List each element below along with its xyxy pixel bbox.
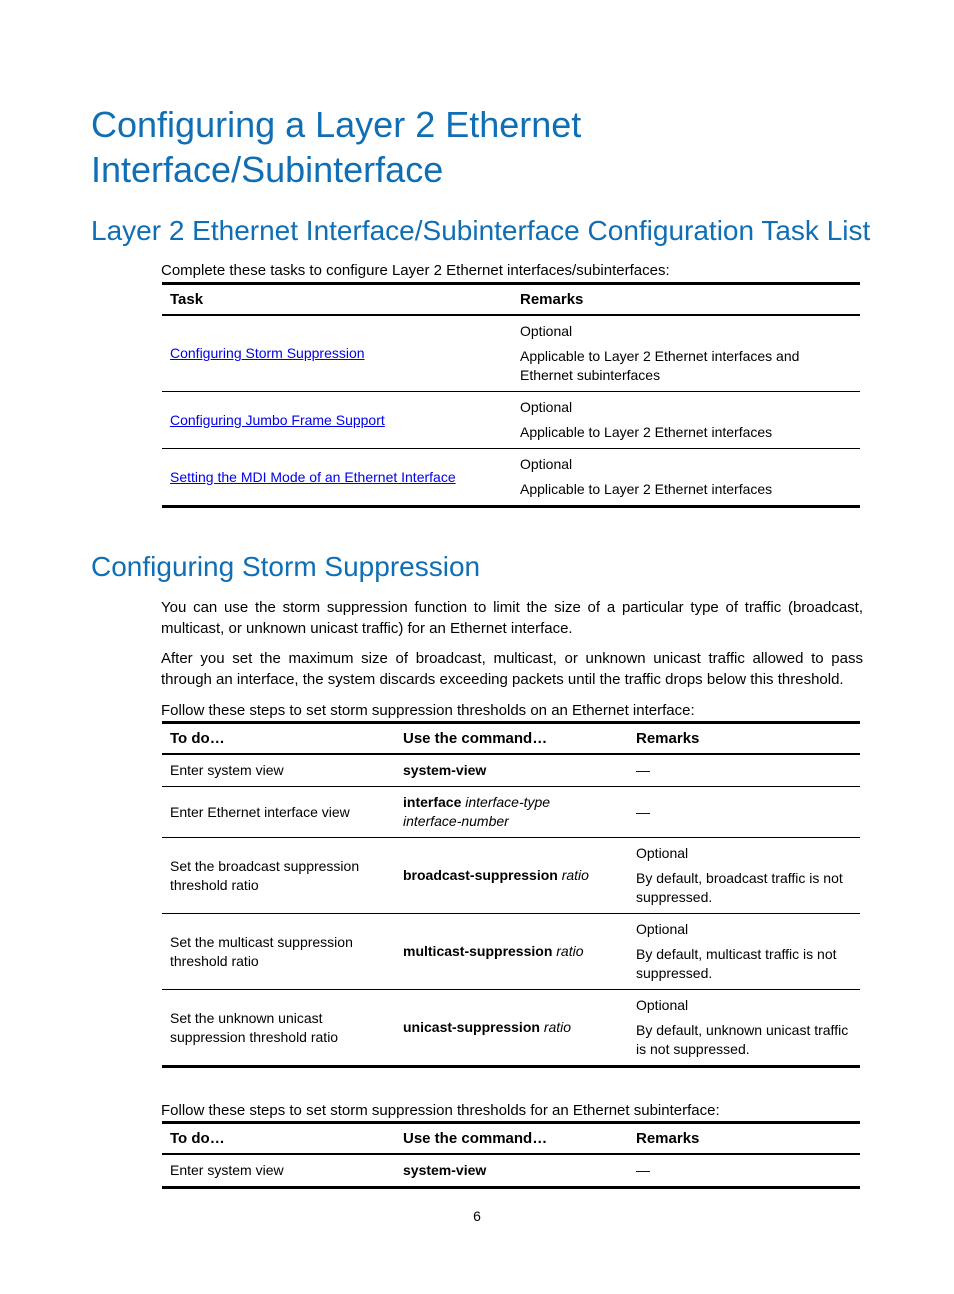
link-configuring-jumbo-frame-support[interactable]: Configuring Jumbo Frame Support [170,411,385,428]
page-number: 6 [473,1208,481,1224]
storm-para-3: Follow these steps to set storm suppression thresholds on an Ethernet interface: [161,702,695,719]
command-argument: interface-number [403,813,509,829]
table-row [162,315,860,392]
todo-cell: Set the unknown unicast suppression threshold ratio [162,990,395,1067]
remark-text: Optional [520,399,573,415]
remark-text: Optional [636,921,689,937]
remark-text: By default, unknown unicast traffic is not suppressed. [636,1022,849,1057]
storm-suppression-heading: Configuring Storm Suppression [91,551,481,582]
remark-text: — [628,754,860,787]
table-row [162,990,860,1067]
table-row [162,787,860,838]
table-row [162,838,860,914]
remark-text: Optional [636,845,689,861]
remark-text: Applicable to Layer 2 Ethernet interfaces [520,481,773,497]
remark-text: Optional [520,323,573,339]
command-keyword: broadcast-suppression [403,867,558,883]
command-keyword: system-view [403,1162,487,1178]
column-header-command: Use the command… [395,723,628,755]
command-argument: ratio [561,867,589,883]
storm-para-4: Follow these steps to set storm suppression thresholds for an Ethernet subinterface: [161,1102,720,1119]
table-row [162,392,860,449]
column-header-todo: To do… [162,723,395,755]
table-row [162,914,860,990]
todo-cell: Enter Ethernet interface view [162,787,395,838]
link-configuring-storm-suppression[interactable]: Configuring Storm Suppression [170,345,365,361]
table-row [162,754,860,787]
todo-cell: Enter system view [162,754,395,787]
command-keyword: system-view [403,762,487,778]
remark-text: — [628,1154,860,1188]
storm-para-2: After you set the maximum size of broadcast, multicast, or unknown unicast traffic allowed to pass through an interface, the system discards exceeding packets until the traffic drops below this threshold. [161,650,863,688]
remark-text: Applicable to Layer 2 Ethernet interfaces [520,424,773,440]
table-row [162,449,860,507]
subinterface-steps-table [162,1121,860,1189]
todo-cell: Enter system view [162,1154,395,1188]
command-keyword: interface [403,794,462,810]
remark-text: Applicable to Layer 2 Ethernet interfaces and Ethernet subinterfaces [520,348,800,383]
command-keyword: unicast-suppression [403,1019,540,1035]
task-list-heading: Layer 2 Ethernet Interface/Subinterface Configuration Task List [91,215,871,246]
command-argument: ratio [543,1019,572,1035]
table-row [162,1154,860,1188]
task-list-table [162,282,860,508]
storm-para-1: You can use the storm suppression function to limit the size of a particular type of traffic (broadcast, multicast, or unknown unicast traffic) for an Ethernet interface. [161,599,863,637]
column-header-todo: To do… [162,1123,395,1155]
page-title: Configuring a Layer 2 Ethernet Interface/Subinterface [91,104,582,190]
remark-text: By default, broadcast traffic is not suppressed. [636,870,843,905]
column-header-remarks: Remarks [628,723,860,755]
remark-text: Optional [636,997,689,1013]
task-list-intro: Complete these tasks to configure Layer 2 Ethernet interfaces/subinterfaces: [161,262,670,279]
interface-steps-table [162,721,860,1068]
todo-cell: Set the broadcast suppression threshold ratio [162,838,395,914]
remark-text: By default, multicast traffic is not suppressed. [636,946,837,981]
command-argument: ratio [556,943,584,959]
column-header-remarks: Remarks [628,1123,860,1155]
remark-text: — [628,787,860,838]
command-argument: interface-type [465,794,551,810]
column-header-remarks: Remarks [512,284,860,316]
todo-cell: Set the multicast suppression threshold ratio [162,914,395,990]
link-setting-mdi-mode[interactable]: Setting the MDI Mode of an Ethernet Interface [170,468,456,485]
command-keyword: multicast-suppression [403,943,553,959]
column-header-command: Use the command… [395,1123,628,1155]
column-header-task: Task [162,284,512,316]
remark-text: Optional [520,456,573,472]
